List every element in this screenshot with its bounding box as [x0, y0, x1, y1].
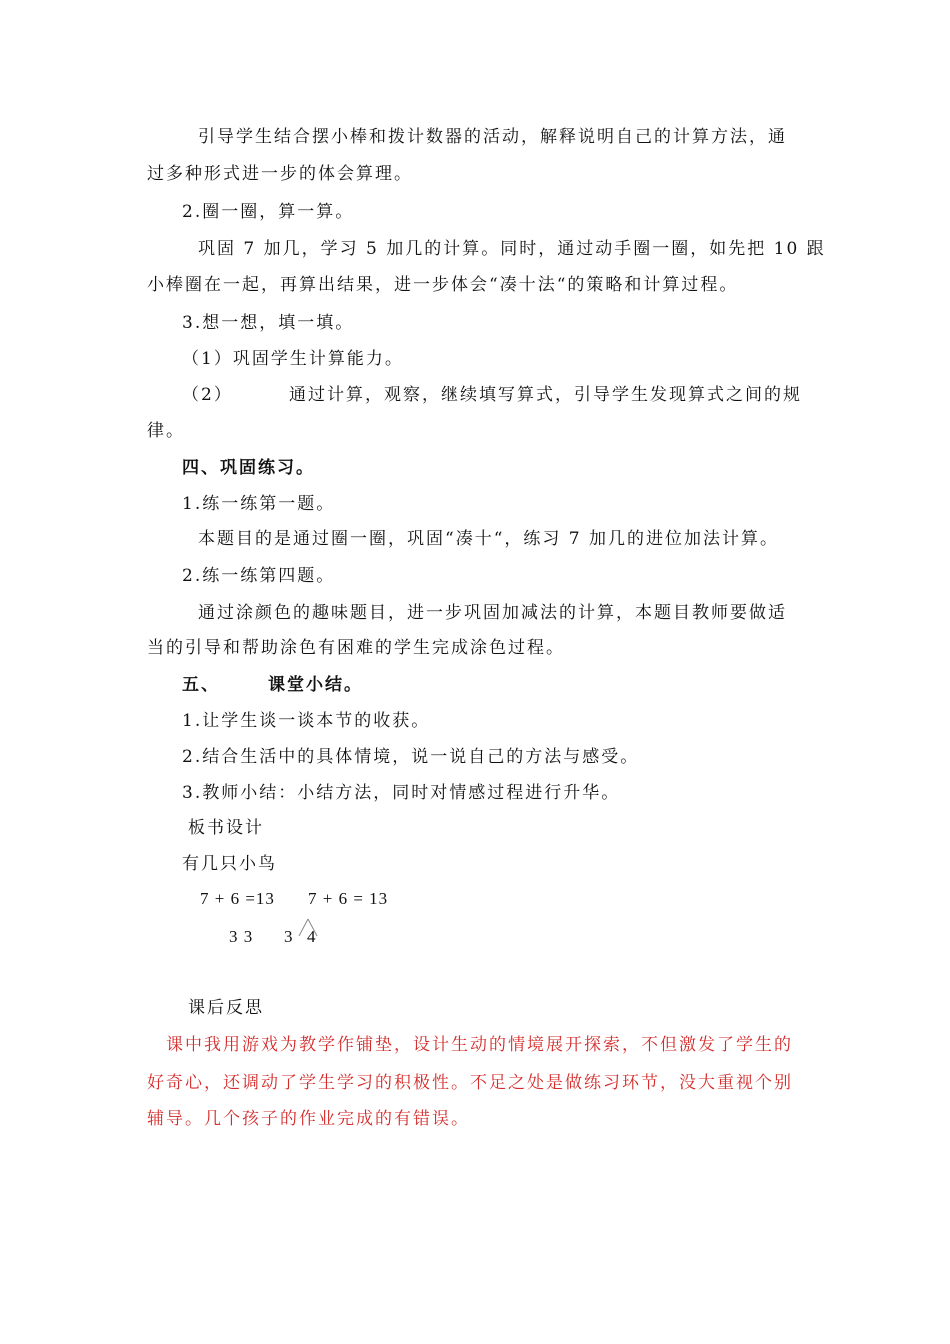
paragraph-line: 本题目的是通过圈一圈，巩固“凑十“，练习 7 加几的进位加法计算。: [198, 529, 780, 549]
equation: 7 + 6 = 13: [308, 889, 389, 908]
paragraph-line: 当的引导和帮助涂色有困难的学生完成涂色过程。: [147, 638, 565, 658]
equation: 7 + 6 =13: [200, 889, 275, 908]
split-branch-lines: [296, 918, 320, 938]
section-heading: 课堂小结。: [268, 675, 363, 695]
subheading: 1.练一练第一题。: [182, 494, 336, 514]
subheading: 3.想一想，填一填。: [182, 313, 355, 333]
reflection-heading: 课后反思: [188, 998, 264, 1018]
paragraph-line: 通过涂颜色的趣味题目，进一步巩固加减法的计算，本题目教师要做适: [198, 603, 787, 623]
paragraph-line: 通过计算，观察，继续填写算式，引导学生发现算式之间的规: [289, 385, 802, 405]
reflection-line: 课中我用游戏为教学作铺垫，设计生动的情境展开探索，不但激发了学生的: [166, 1035, 793, 1055]
paragraph-line: 引导学生结合摆小棒和拨计数器的活动，解释说明自己的计算方法，通: [198, 127, 787, 147]
decomposition-number: 4: [307, 927, 317, 946]
board-design-label: 板书设计: [188, 818, 264, 838]
paragraph-line: 律。: [147, 421, 185, 441]
list-item: 2.结合生活中的具体情境，说一说自己的方法与感受。: [182, 747, 640, 767]
section-heading: 四、巩固练习。: [182, 458, 315, 478]
decomposition-number: 3: [284, 927, 294, 946]
paragraph-line: 过多种形式进一步的体会算理。: [147, 164, 413, 184]
reflection-line: 好奇心，还调动了学生学习的积极性。不足之处是做练习环节，没大重视个别: [147, 1073, 793, 1093]
list-item: 3.教师小结：小结方法，同时对情感过程进行升华。: [182, 783, 621, 803]
list-item: 1.让学生谈一谈本节的收获。: [182, 711, 431, 731]
reflection-line: 辅导。几个孩子的作业完成的有错误。: [147, 1109, 470, 1129]
board-title: 有几只小鸟: [182, 854, 277, 874]
section-number: 五、: [182, 675, 220, 695]
subheading: 2.圈一圈，算一算。: [182, 202, 355, 222]
subheading: 2.练一练第四题。: [182, 566, 336, 586]
paragraph-line: 小棒圈在一起，再算出结果，进一步体会“凑十法“的策略和计算过程。: [147, 275, 739, 295]
list-item-number: （2）: [182, 385, 233, 405]
list-item: （1）巩固学生计算能力。: [182, 349, 404, 369]
decomposition-numbers: 3 3: [229, 927, 254, 946]
paragraph-line: 巩固 7 加几，学习 5 加几的计算。同时，通过动手圈一圈，如先把 10 跟: [198, 239, 826, 259]
